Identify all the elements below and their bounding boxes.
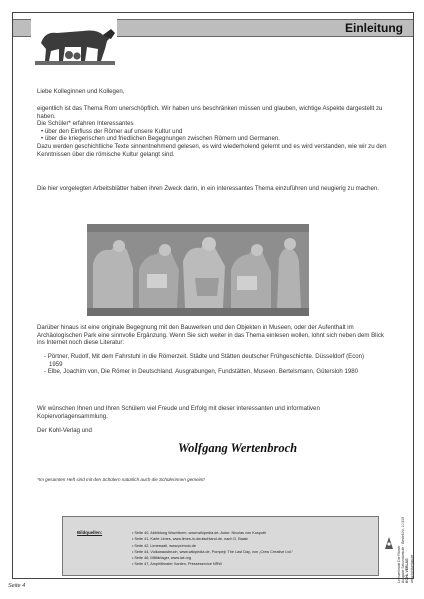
greeting: Liebe Kolleginnen und Kollegen, [37,88,125,95]
paragraph-3: Die hier vorgelegten Arbeitsblätter haben ihren Zweck darin, in ein interessantes Thema einzuführen und neugierig zu machen. [37,185,380,192]
side-line: Lernwerkstatt Die Römer [397,545,401,583]
side-line: Ausgabe Sekundarstufe · Bestell-Nr. 10 819 [401,516,406,583]
paragraph-2-intro: Die Schüler* erfahren Interessantes [37,120,134,128]
bullet-item: • über die kriegerischen und friedlichen Begegnungen zwischen Römern und Germanen. [37,135,389,143]
page [12,12,414,583]
credit-item: • Seite 46, Militärlager, www.lwl.org [132,555,293,561]
credits-list [132,530,293,568]
literature-item: - Pörtner, Rudolf, Mit dem Fahrstuhl in die Römerzeit. Städte und Stätten deutscher Frühgeschichte. Düsseldorf (Econ) 1959 [44,353,365,368]
credit-item: • Seite 42, Limeswall, www.primolo.de [132,543,293,549]
she-wolf-statue-icon [31,17,117,67]
paragraph-4: Darüber hinaus ist eine originale Begegnung mit den Bauwerken und den Objekten in Museen, oder der Aufenthalt im Archäologischen Park eine sinnvolle Ergänzung. Wenn Sie sich weiter in das Thema einlesen wollen, lohnt sich neben dem Blick ins Internet noch diese Literatur: [37,324,384,347]
paragraph-2-rest: Dazu werden geschichtliche Texte sinnentnehmend gelesen, es wird wiederholend gelernt und es wird verstanden, wie wir zu den Kenntnissen über die römische Kultur gelangt sind. [37,142,387,158]
credit-item: • Seite 41, Karte Limes, www.limes-in-deutschland.de, nach D. Baatz [132,536,293,542]
side-imprint [397,453,419,583]
literature-list [43,353,373,376]
credit-item: • Seite 40, Abbildung Wachtturm, www.wikipedia.de, Autor: Nicolas von Kospoth [132,530,293,536]
page-title: Einleitung [345,21,403,35]
author-signature: Wolfgang Wertenbroch [178,441,298,455]
credit-item: • Seite 47, Amphitheater Xanten, Presseservice NRW [132,561,293,567]
header [13,13,413,69]
roman-school-relief-image [87,224,309,316]
intro-section [37,105,389,158]
literature-item: - Elbe, Joachim von, Die Römer in Deutschland. Ausgrabungen, Fundstätten, Museen. Bertelsmann, Gütersloh 1980 [44,368,359,376]
publisher-logo-icon [384,536,394,550]
credit-item: • Seite 44, Vulkanausbruch, www.wikipedia.de, Pompeji: The Last Day, von „Crew Creative Ltd.“ [132,549,293,555]
bullet-item: • über den Einfluss der Römer auf unsere Kultur und [37,128,389,136]
paragraph-5: Wir wünschen Ihnen und Ihren Schülern viel Freude und Erfolg mit dieser interessanten und informativen Kopiervorlagensammlung. [37,405,320,420]
image-credits-box [62,516,379,576]
credits-label: Bildquellen: [77,530,103,535]
closing-line: Der Kohl-Verlag und [37,427,92,434]
paragraph-1: eigentlich ist das Thema Rom unerschöpflich. Wir haben uns beschränken müssen und glauben, wichtige Aspekte dargestellt zu haben. [37,105,383,120]
side-line: KOHL VERLAG [405,558,410,583]
footnote: *Im gesamten Heft sind mit den Schülern natürlich auch die Schülerinnen gemeint! [37,477,205,482]
side-line: www.kohlverlag.de [409,554,414,583]
page-number: Seite 4 [8,583,26,589]
